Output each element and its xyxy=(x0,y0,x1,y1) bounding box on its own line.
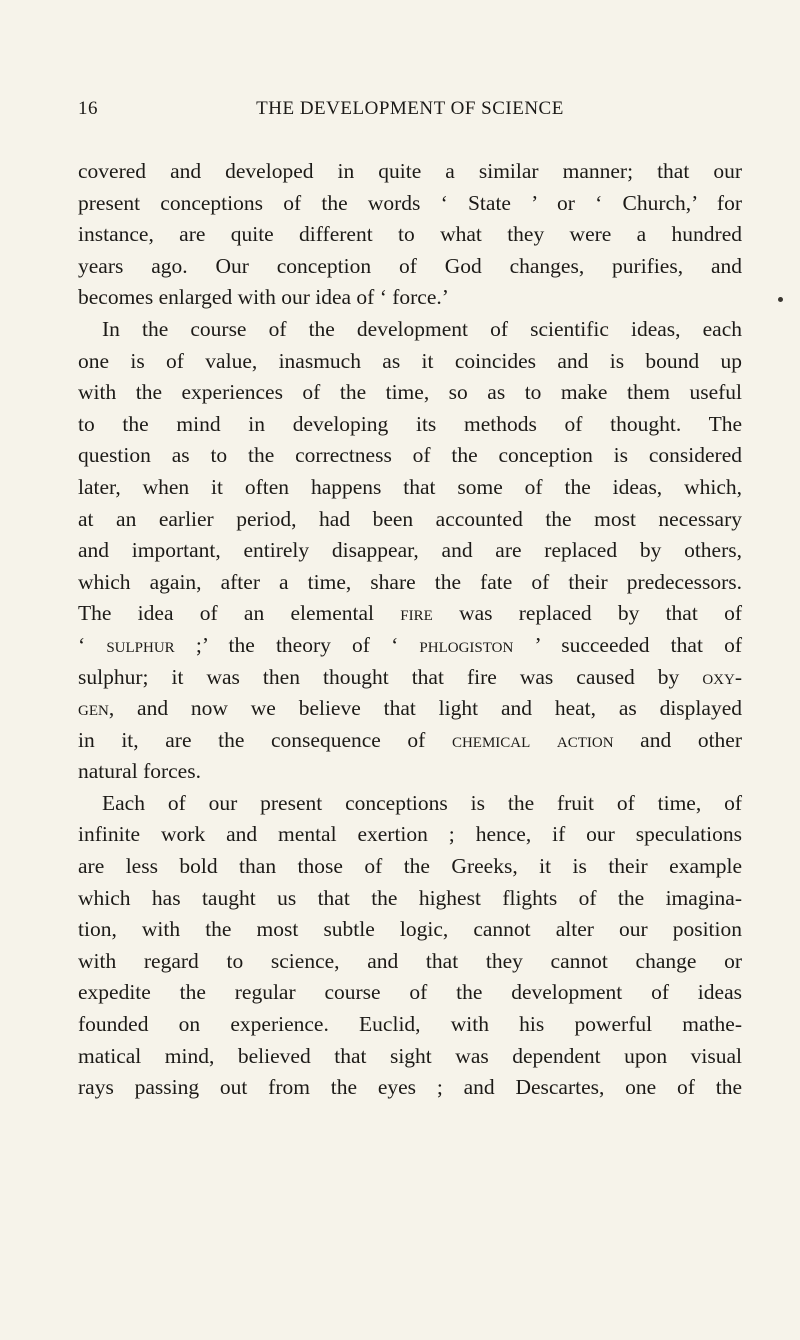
text-line: gen, and now we believe that light and heat, as displayed xyxy=(78,696,742,721)
text-line: to the mind in developing its methods of thought. The xyxy=(78,411,742,436)
text-line: sulphur; it was then thought that fire was caused by oxy- xyxy=(78,664,742,689)
text-line: tion, with the most subtle logic, cannot alter our position xyxy=(78,917,742,942)
text-line: and important, entirely disappear, and are replaced by others, xyxy=(78,538,742,563)
text-line: In the course of the development of scientific ideas, each xyxy=(102,316,742,341)
text-line: which has taught us that the highest flights of the imagina- xyxy=(78,885,742,910)
page-number: 16 xyxy=(78,98,98,119)
text-line: covered and developed in quite a similar manner; that our xyxy=(78,159,742,183)
text-line: instance, are quite different to what they were a hundred xyxy=(78,222,742,247)
running-head xyxy=(78,98,742,128)
text-line: The idea of an elemental fire was replaced by that of xyxy=(78,601,742,626)
small-caps-term: sulphur xyxy=(106,632,175,657)
text-line: natural forces. xyxy=(78,759,201,784)
margin-dot xyxy=(778,297,783,302)
running-title: THE DEVELOPMENT OF SCIENCE xyxy=(256,98,564,119)
small-caps-term: chemical action xyxy=(451,727,614,752)
text-line: are less bold than those of the Greeks, it is their example xyxy=(78,854,742,879)
text-line: matical mind, believed that sight was dependent upon visual xyxy=(78,1043,742,1068)
text-line: present conceptions of the words ‘ State ’ or ‘ Church,’ for xyxy=(78,190,742,215)
text-line: with the experiences of the time, so as to make them useful xyxy=(78,380,742,405)
text-line: question as to the correctness of the conception is considered xyxy=(78,443,742,468)
text-line: later, when it often happens that some of the ideas, which, xyxy=(78,474,742,499)
book-page xyxy=(78,98,742,1104)
text-line: ‘ sulphur ;’ the theory of ‘ phlogiston ’ succeeded that of xyxy=(78,632,742,657)
text-line: Each of our present conceptions is the fruit of time, of xyxy=(102,790,742,815)
small-caps-term: oxy- xyxy=(702,664,742,689)
text-line: founded on experience. Euclid, with his powerful mathe- xyxy=(78,1012,742,1037)
text-line: rays passing out from the eyes ; and Descartes, one of the xyxy=(78,1075,742,1100)
text-line: infinite work and mental exertion ; hence, if our speculations xyxy=(78,822,742,847)
text-line: with regard to science, and that they cannot change or xyxy=(78,948,742,973)
text-line: becomes enlarged with our idea of ‘ force.’ xyxy=(78,285,449,310)
text-line: in it, are the consequence of chemical action and other xyxy=(78,727,742,752)
body-text xyxy=(78,156,742,1104)
small-caps-term: phlogiston xyxy=(419,632,514,657)
text-line: at an earlier period, had been accounted the most necessary xyxy=(78,506,742,531)
text-line: one is of value, inasmuch as it coincides and is bound up xyxy=(78,348,742,373)
text-line: expedite the regular course of the development of ideas xyxy=(78,980,742,1005)
small-caps-term: gen xyxy=(78,696,109,721)
text-line: which again, after a time, share the fate of their predecessors. xyxy=(78,569,742,594)
small-caps-term: fire xyxy=(400,601,433,626)
text-line: years ago. Our conception of God changes, purifies, and xyxy=(78,253,742,278)
